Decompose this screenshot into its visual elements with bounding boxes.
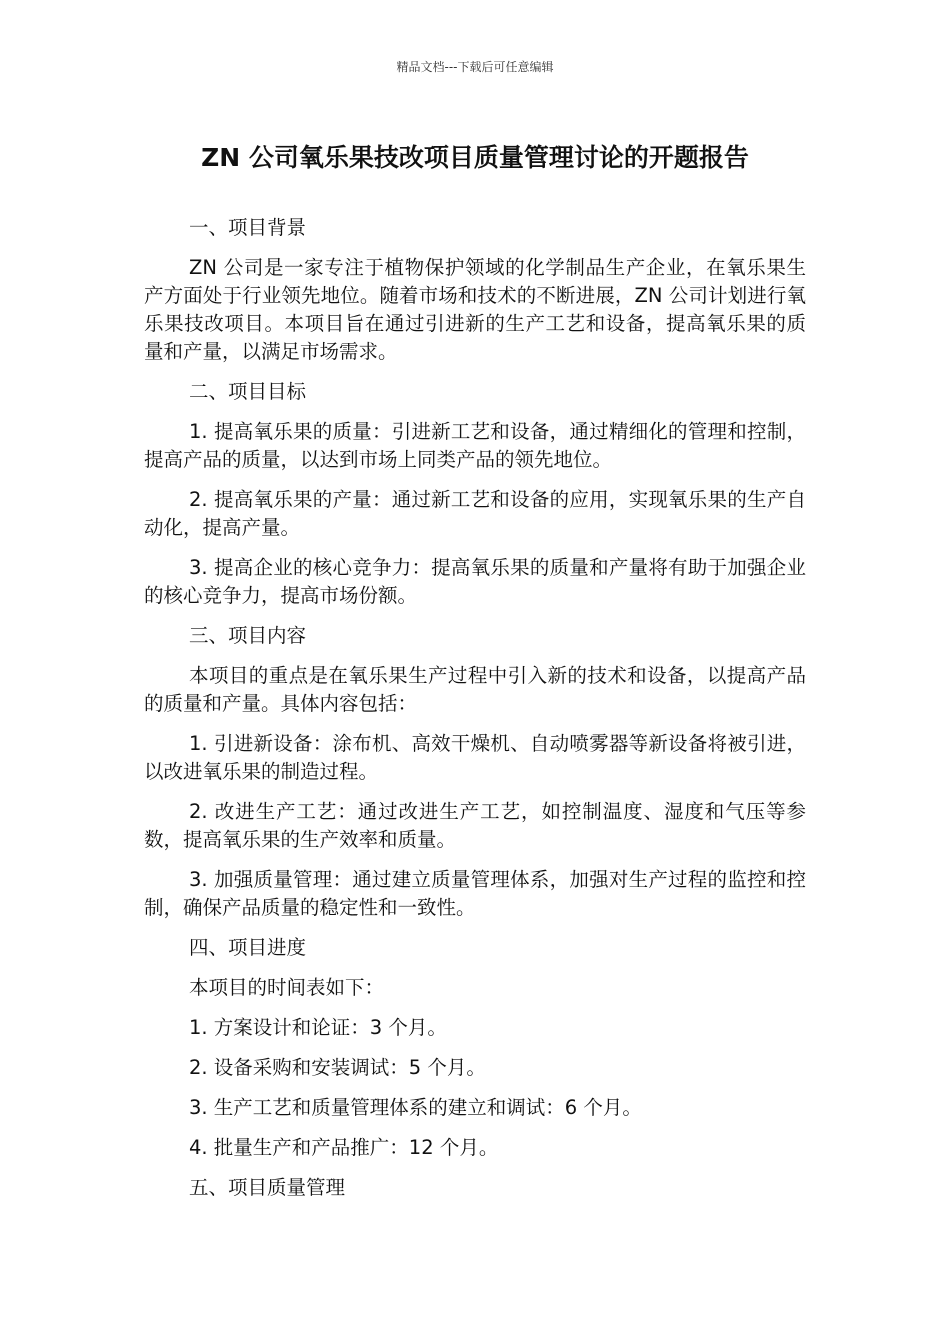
section-heading-background: 一、项目背景 (189, 216, 307, 239)
goal-item-3: 3. 提高企业的核心竞争力：提高氧乐果的质量和产量将有助于加强企业的核心竞争力，提高市场份额。 (144, 556, 806, 607)
paragraph-content-intro: 本项目的重点是在氧乐果生产过程中引入新的技术和设备，以提高产品的质量和产量。具体内容包括： (144, 664, 806, 715)
section-heading-content: 三、项目内容 (189, 624, 307, 647)
section-heading-goals: 二、项目目标 (189, 380, 307, 403)
schedule-item-3: 3. 生产工艺和质量管理体系的建立和调试：6 个月。 (189, 1096, 642, 1119)
document-body (144, 214, 806, 1214)
section-heading-quality: 五、项目质量管理 (189, 1176, 346, 1199)
goal-item-2: 2. 提高氧乐果的产量：通过新工艺和设备的应用，实现氧乐果的生产自动化，提高产量。 (144, 488, 806, 539)
header-note: 精品文档---下载后可任意编辑 (396, 60, 554, 74)
goal-item-1: 1. 提高氧乐果的质量：引进新工艺和设备，通过精细化的管理和控制，提高产品的质量，以达到市场上同类产品的领先地位。 (144, 420, 806, 471)
content-item-2: 2. 改进生产工艺：通过改进生产工艺，如控制温度、湿度和气压等参数，提高氧乐果的生产效率和质量。 (144, 800, 806, 851)
content-item-1: 1. 引进新设备：涂布机、高效干燥机、自动喷雾器等新设备将被引进，以改进氧乐果的制造过程。 (144, 732, 806, 783)
schedule-item-1: 1. 方案设计和论证：3 个月。 (189, 1016, 447, 1039)
schedule-item-4: 4. 批量生产和产品推广：12 个月。 (189, 1136, 499, 1159)
section-heading-schedule: 四、项目进度 (189, 936, 307, 959)
schedule-item-2: 2. 设备采购和安装调试：5 个月。 (189, 1056, 486, 1079)
content-item-3: 3. 加强质量管理：通过建立质量管理体系，加强对生产过程的监控和控制，确保产品质量的稳定性和一致性。 (144, 868, 806, 919)
document-title: ZN 公司氧乐果技改项目质量管理讨论的开题报告 (201, 143, 749, 172)
paragraph-schedule-intro: 本项目的时间表如下： (189, 976, 385, 999)
paragraph-background: ZN 公司是一家专注于植物保护领域的化学制品生产企业，在氧乐果生产方面处于行业领先地位。随着市场和技术的不断进展，ZN 公司计划进行氧乐果技改项目。本项目旨在通过引进新的生产工艺和设备，提高氧乐果的质量和产量，以满足市场需求。 (144, 256, 806, 363)
